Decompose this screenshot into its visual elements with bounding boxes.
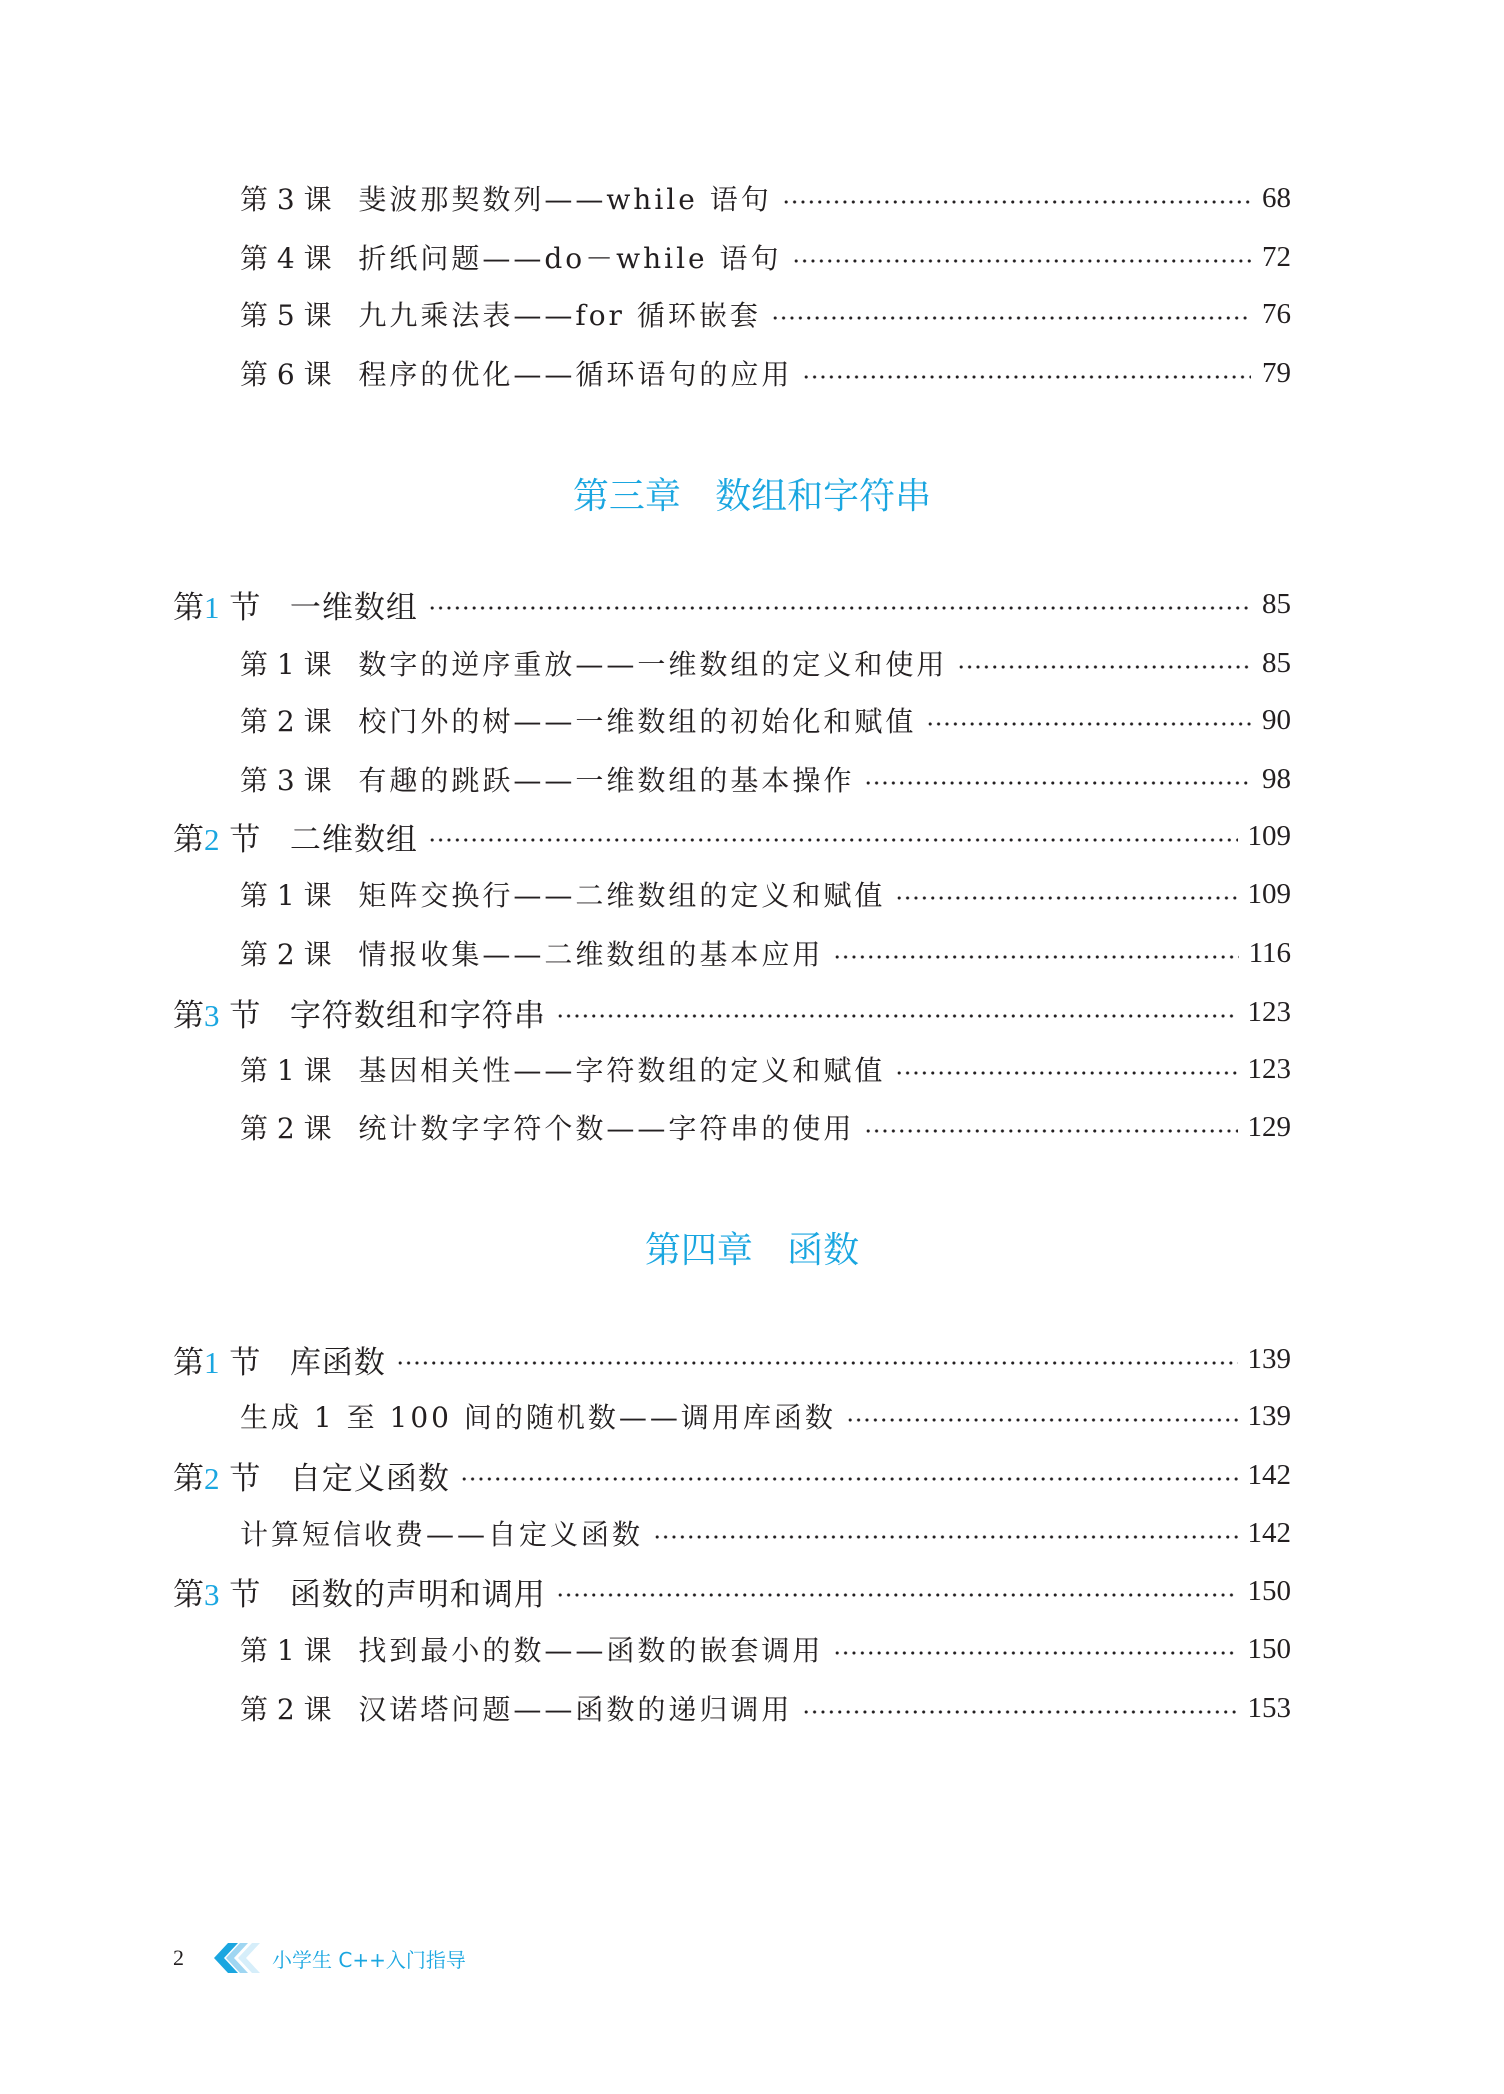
entry-page-number: 109 bbox=[1247, 877, 1291, 910]
section-number: 2 bbox=[204, 821, 220, 857]
dot-leader bbox=[895, 1070, 1237, 1076]
toc-lesson-entry[interactable] bbox=[240, 759, 1291, 799]
entry-page-number: 123 bbox=[1247, 1052, 1291, 1085]
dot-leader bbox=[782, 199, 1251, 205]
dot-leader bbox=[556, 1013, 1238, 1019]
section-number: 3 bbox=[204, 997, 220, 1033]
toc-lesson-entry[interactable] bbox=[240, 1688, 1291, 1728]
toc-lesson-entry[interactable] bbox=[240, 933, 1291, 973]
entry-page-number: 85 bbox=[1262, 587, 1291, 620]
toc-lesson-entry[interactable] bbox=[240, 1629, 1291, 1669]
entry-number bbox=[173, 990, 290, 1035]
toc-lesson-entry[interactable] bbox=[240, 874, 1291, 914]
section-number: 1 bbox=[204, 589, 220, 625]
toc-lesson-entry[interactable] bbox=[240, 294, 1291, 334]
entry-title: 一维数组 bbox=[289, 589, 418, 626]
dot-leader bbox=[926, 721, 1251, 727]
entry-number bbox=[240, 294, 358, 334]
dot-leader bbox=[653, 1534, 1237, 1540]
page-number: 2 bbox=[173, 1945, 184, 1970]
dot-leader bbox=[556, 1592, 1238, 1598]
entry-page-number: 79 bbox=[1262, 356, 1291, 389]
section-number: 3 bbox=[204, 1576, 220, 1612]
entry-page-number: 98 bbox=[1262, 762, 1291, 795]
entry-number bbox=[173, 1337, 290, 1382]
section-prefix: 第 bbox=[173, 997, 204, 1034]
toc-section-entry[interactable] bbox=[173, 816, 1291, 856]
lesson-number: 第 2 课 bbox=[240, 1693, 332, 1726]
entry-page-number: 76 bbox=[1262, 297, 1291, 330]
dot-leader bbox=[428, 605, 1251, 611]
dot-leader bbox=[396, 1360, 1238, 1366]
dot-leader bbox=[428, 837, 1238, 843]
lesson-number: 第 3 课 bbox=[240, 764, 332, 797]
entry-number bbox=[173, 1569, 290, 1614]
entry-number bbox=[240, 1049, 358, 1089]
toc-lesson-entry[interactable] bbox=[240, 1396, 1291, 1436]
section-suffix: 节 bbox=[229, 1344, 261, 1381]
section-number: 2 bbox=[204, 1460, 220, 1496]
toc-section-entry[interactable] bbox=[173, 1571, 1291, 1611]
entry-title: 生成 1 至 100 间的随机数——调用库函数 bbox=[240, 1401, 836, 1434]
toc-section-entry[interactable] bbox=[173, 992, 1291, 1032]
section-prefix: 第 bbox=[173, 1576, 204, 1613]
entry-page-number: 139 bbox=[1247, 1399, 1291, 1432]
entry-page-number: 123 bbox=[1247, 995, 1291, 1028]
lesson-number: 第 6 课 bbox=[240, 358, 332, 391]
entry-title: 情报收集——二维数组的基本应用 bbox=[358, 938, 824, 971]
entry-title: 汉诺塔问题——函数的递归调用 bbox=[358, 1693, 793, 1726]
entry-title: 矩阵交换行——二维数组的定义和赋值 bbox=[358, 879, 886, 912]
dot-leader bbox=[792, 258, 1252, 264]
entry-number bbox=[240, 933, 358, 973]
entry-title: 函数的声明和调用 bbox=[289, 1576, 546, 1613]
entry-title: 基因相关性——字符数组的定义和赋值 bbox=[358, 1054, 886, 1087]
section-prefix: 第 bbox=[173, 1344, 204, 1381]
dot-leader bbox=[833, 954, 1238, 960]
entry-page-number: 109 bbox=[1247, 819, 1291, 852]
toc-lesson-entry[interactable] bbox=[240, 237, 1291, 277]
entry-title: 有趣的跳跃——一维数组的基本操作 bbox=[358, 764, 855, 797]
entry-page-number: 85 bbox=[1262, 646, 1291, 679]
entry-title: 折纸问题——do－while 语句 bbox=[358, 242, 782, 275]
dot-leader bbox=[460, 1476, 1238, 1482]
lesson-number: 第 2 课 bbox=[240, 1112, 332, 1145]
lesson-number: 第 2 课 bbox=[240, 938, 332, 971]
entry-title: 统计数字字符个数——字符串的使用 bbox=[358, 1112, 855, 1145]
entry-title: 九九乘法表——for 循环嵌套 bbox=[358, 299, 761, 332]
entry-title: 数字的逆序重放——一维数组的定义和使用 bbox=[358, 648, 948, 681]
dot-leader bbox=[833, 1650, 1237, 1656]
entry-page-number: 72 bbox=[1262, 240, 1291, 273]
dot-leader bbox=[802, 374, 1251, 380]
entry-page-number: 142 bbox=[1247, 1458, 1291, 1491]
dot-leader bbox=[864, 1128, 1237, 1134]
toc-section-entry[interactable] bbox=[173, 1339, 1291, 1379]
dot-leader bbox=[802, 1709, 1237, 1715]
entry-title: 二维数组 bbox=[289, 821, 418, 858]
section-suffix: 节 bbox=[229, 821, 261, 858]
double-chevron-left-icon bbox=[214, 1943, 262, 1973]
section-prefix: 第 bbox=[173, 589, 204, 626]
lesson-number: 第 1 课 bbox=[240, 1634, 332, 1667]
book-title: 小学生 C++入门指导 bbox=[272, 1947, 466, 1972]
toc-lesson-entry[interactable] bbox=[240, 353, 1291, 393]
entry-number bbox=[240, 759, 358, 799]
lesson-number: 第 4 课 bbox=[240, 242, 332, 275]
section-number: 1 bbox=[204, 1344, 220, 1380]
section-suffix: 节 bbox=[229, 1460, 261, 1497]
toc-section-entry[interactable] bbox=[173, 1455, 1291, 1495]
entry-number bbox=[240, 700, 358, 740]
dot-leader bbox=[864, 780, 1251, 786]
entry-number bbox=[240, 874, 358, 914]
chapter-heading: 第三章 数组和字符串 bbox=[572, 476, 932, 517]
toc-lesson-entry[interactable] bbox=[240, 1107, 1291, 1147]
entry-number bbox=[240, 1688, 358, 1728]
page-footer bbox=[173, 1940, 466, 1976]
entry-title: 找到最小的数——函数的嵌套调用 bbox=[358, 1634, 824, 1667]
section-prefix: 第 bbox=[173, 1460, 204, 1497]
toc-lesson-entry[interactable] bbox=[240, 1513, 1291, 1553]
entry-title: 校门外的树——一维数组的初始化和赋值 bbox=[358, 705, 917, 738]
entry-page-number: 116 bbox=[1248, 936, 1291, 969]
dot-leader bbox=[895, 895, 1237, 901]
dot-leader bbox=[771, 315, 1251, 321]
entry-number bbox=[173, 1453, 290, 1498]
toc-lesson-entry[interactable] bbox=[240, 178, 1291, 218]
entry-page-number: 129 bbox=[1247, 1110, 1291, 1143]
entry-title: 计算短信收费——自定义函数 bbox=[240, 1518, 644, 1551]
lesson-number: 第 5 课 bbox=[240, 299, 332, 332]
entry-number bbox=[240, 643, 358, 683]
entry-number bbox=[240, 178, 358, 218]
entry-page-number: 90 bbox=[1262, 703, 1291, 736]
toc-section-entry[interactable] bbox=[173, 584, 1291, 624]
entry-number bbox=[173, 582, 290, 627]
entry-number bbox=[240, 353, 358, 393]
dot-leader bbox=[846, 1417, 1238, 1423]
entry-page-number: 150 bbox=[1247, 1574, 1291, 1607]
entry-page-number: 68 bbox=[1262, 181, 1291, 214]
section-prefix: 第 bbox=[173, 821, 204, 858]
lesson-number: 第 3 课 bbox=[240, 183, 332, 216]
lesson-number: 第 2 课 bbox=[240, 705, 332, 738]
entry-page-number: 139 bbox=[1247, 1342, 1291, 1375]
entry-title: 自定义函数 bbox=[289, 1460, 450, 1497]
entry-title: 库函数 bbox=[289, 1344, 386, 1381]
toc-lesson-entry[interactable] bbox=[240, 1049, 1291, 1089]
entry-title: 字符数组和字符串 bbox=[289, 997, 546, 1034]
chapter-heading: 第四章 函数 bbox=[644, 1230, 860, 1271]
entry-title: 斐波那契数列——while 语句 bbox=[358, 183, 772, 216]
section-suffix: 节 bbox=[229, 589, 261, 626]
entry-number bbox=[240, 237, 358, 277]
entry-page-number: 153 bbox=[1247, 1691, 1291, 1724]
toc-lesson-entry[interactable] bbox=[240, 700, 1291, 740]
dot-leader bbox=[957, 664, 1251, 670]
lesson-number: 第 1 课 bbox=[240, 879, 332, 912]
section-suffix: 节 bbox=[229, 997, 261, 1034]
lesson-number: 第 1 课 bbox=[240, 648, 332, 681]
entry-number bbox=[173, 814, 290, 859]
entry-page-number: 142 bbox=[1247, 1516, 1291, 1549]
entry-number bbox=[240, 1107, 358, 1147]
section-suffix: 节 bbox=[229, 1576, 261, 1613]
entry-number bbox=[240, 1629, 358, 1669]
entry-page-number: 150 bbox=[1247, 1632, 1291, 1665]
entry-title: 程序的优化——循环语句的应用 bbox=[358, 358, 793, 391]
toc-lesson-entry[interactable] bbox=[240, 643, 1291, 683]
lesson-number: 第 1 课 bbox=[240, 1054, 332, 1087]
